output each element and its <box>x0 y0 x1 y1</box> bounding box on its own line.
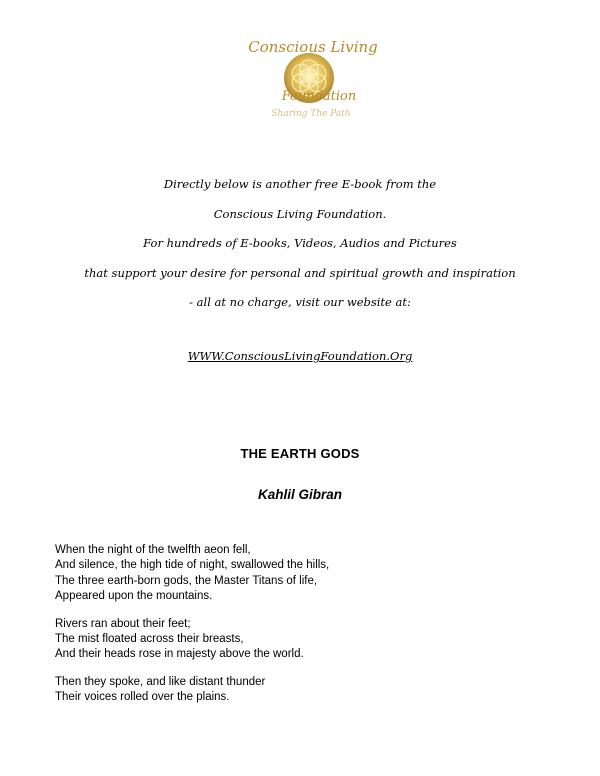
poem-line: The three earth-born gods, the Master Titans of life, <box>55 574 318 587</box>
intro-text <box>0 170 600 318</box>
intro-line: that support your desire for personal and spiritual growth and inspiration <box>84 265 516 280</box>
stanza <box>55 543 555 605</box>
poem-line: Rivers ran about their feet; <box>55 617 191 630</box>
stanza <box>55 675 555 706</box>
stanza <box>55 617 555 663</box>
intro-line: Conscious Living Foundation. <box>213 206 387 221</box>
intro-line: Directly below is another free E-book from the <box>163 177 437 191</box>
foundation-logo <box>247 30 379 128</box>
intro-line: For hundreds of E-books, Videos, Audios and Pictures <box>143 236 457 250</box>
intro-line: - all at no charge, visit our website at: <box>189 295 411 309</box>
poem-line: When the night of the twelfth aeon fell, <box>55 544 251 556</box>
poem-line: And their heads rose in majesty above the world. <box>55 648 304 661</box>
poem-line: Then they spoke, and like distant thunder <box>55 675 266 688</box>
logo-line1: Conscious Living <box>248 38 378 56</box>
poem-title: THE EARTH GODS <box>240 446 360 461</box>
flower-of-life-logo <box>247 30 379 128</box>
website-link[interactable]: WWW.ConsciousLivingFoundation.Org <box>187 349 413 363</box>
poem-line: The mist floated across their breasts, <box>55 633 244 646</box>
logo-tagline: Sharing The Path <box>271 109 351 119</box>
poem-body <box>55 543 555 718</box>
poem-line: And silence, the high tide of night, swallowed the hills, <box>55 559 330 572</box>
poem-line: Appeared upon the mountains. <box>55 590 213 603</box>
poem-line: Their voices rolled over the plains. <box>55 691 230 704</box>
poem-author: Kahlil Gibran <box>257 487 342 502</box>
logo-line2: Foundation <box>281 89 357 104</box>
